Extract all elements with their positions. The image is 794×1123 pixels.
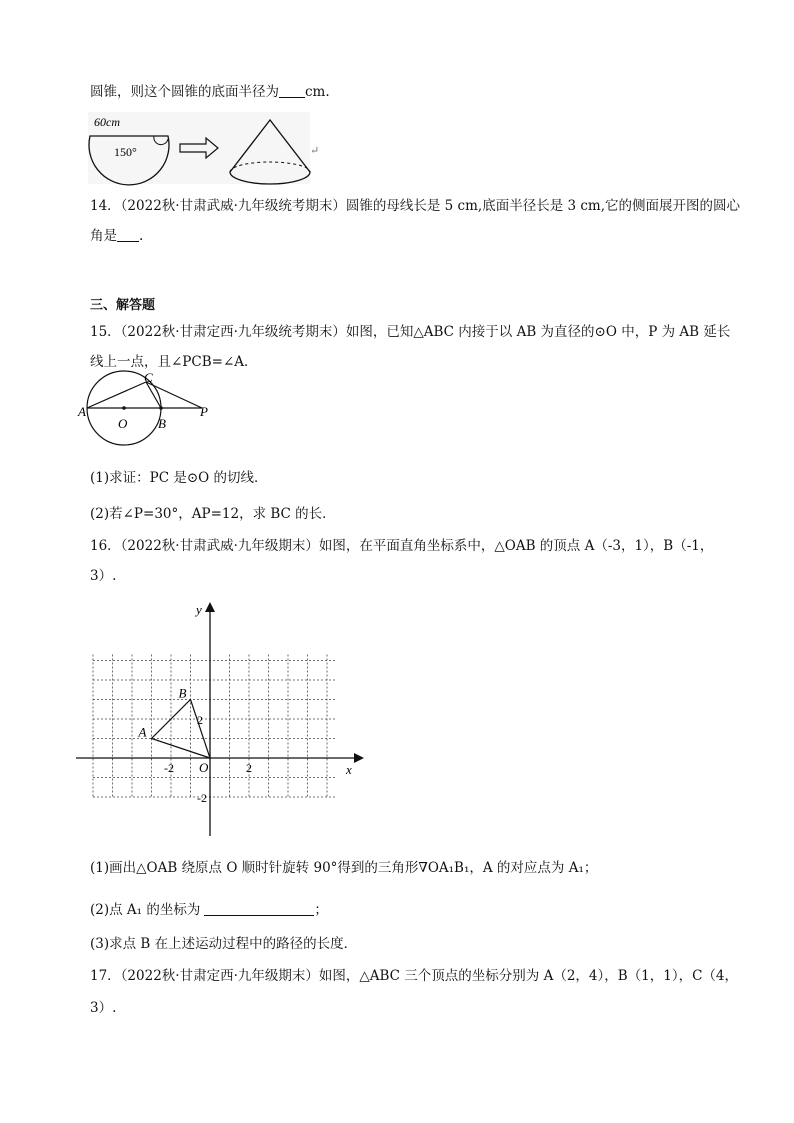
q15-part2: (2)若∠P=30°，AP=12，求 BC 的长． (90, 506, 336, 522)
axis-label-y: y (196, 602, 202, 617)
point-label-a: A (138, 724, 147, 740)
q14-line1: 14．（2022秋·甘肃武威·九年级统考期末）圆锥的母线长是 5 cm,底面半径长是 3 cm,它的侧面展开图的圆心 (90, 198, 741, 214)
q13-blank (279, 83, 305, 98)
q16-part2-end: ； (314, 902, 328, 918)
radius-label: 60cm (94, 115, 120, 129)
q14-line2-end: . (139, 228, 144, 244)
y-axis-arrow-icon (205, 602, 215, 612)
label-p: P (200, 404, 208, 419)
q13-text: 圆锥，则这个圆锥的底面半径为 (90, 84, 279, 100)
tick-y-neg2: -2 (197, 791, 207, 805)
circle-tangent-figure (76, 370, 216, 436)
origin-label: O (199, 760, 209, 775)
tick-x-pos2: 2 (246, 761, 252, 775)
tick-y-pos2: 2 (197, 713, 203, 727)
q14-line2-text: 角是 (90, 228, 117, 244)
q15-part1: (1)求证：PC 是⊙O 的切线． (90, 470, 268, 486)
q14-blank (117, 227, 139, 242)
q15-line1: 15．（2022秋·甘肃定西·九年级统考期末）如图，已知△ABC 内接于以 AB 为直径的⊙O 中，P 为 AB 延长 (90, 324, 731, 340)
label-c: C (144, 370, 153, 385)
x-axis-arrow-icon (354, 753, 364, 763)
label-b: B (158, 416, 166, 431)
q15-line2: 线上一点，且∠PCB=∠A． (90, 354, 258, 370)
angle-label: 150° (114, 145, 137, 159)
section-title: 三、解答题 (90, 298, 156, 313)
return-mark: ↵ (310, 145, 320, 157)
triangle-oab (152, 700, 211, 759)
q16-line2: 3）. (90, 568, 117, 584)
q16-part2-text: (2)点 A₁ 的坐标为 (90, 902, 201, 918)
coordinate-grid-figure (76, 600, 366, 840)
sector-cone-figure (88, 112, 318, 186)
q16-blank (204, 901, 314, 916)
tick-x-neg2: -2 (164, 761, 174, 775)
q17-line2: 3）. (90, 1000, 117, 1016)
q16-part1: (1)画出△OAB 绕原点 O 顺时针旋转 90°得到的三角形∇OA₁B₁，A 的对应点为 A₁； (90, 860, 598, 876)
grid-lines (93, 655, 335, 798)
q17-line1: 17．（2022秋·甘肃定西·九年级期末）如图，△ABC 三个顶点的坐标分别为 A（2，4），B（1，1），C（4， (90, 968, 739, 984)
q13-answer-line (90, 82, 330, 102)
q16-part3: (3)求点 B 在上述运动过程中的路径的长度． (90, 936, 358, 952)
label-o: O (118, 416, 128, 431)
q13-unit: cm. (305, 84, 330, 100)
label-a: A (78, 404, 86, 419)
axis-label-x: x (346, 762, 352, 777)
q16-line1: 16．（2022秋·甘肃武威·九年级期末）如图，在平面直角坐标系中，△OAB 的顶点 A（-3，1），B（-1， (90, 538, 714, 554)
q14-line2 (90, 226, 143, 246)
point-label-b: B (178, 685, 187, 701)
q16-part2 (90, 900, 328, 920)
